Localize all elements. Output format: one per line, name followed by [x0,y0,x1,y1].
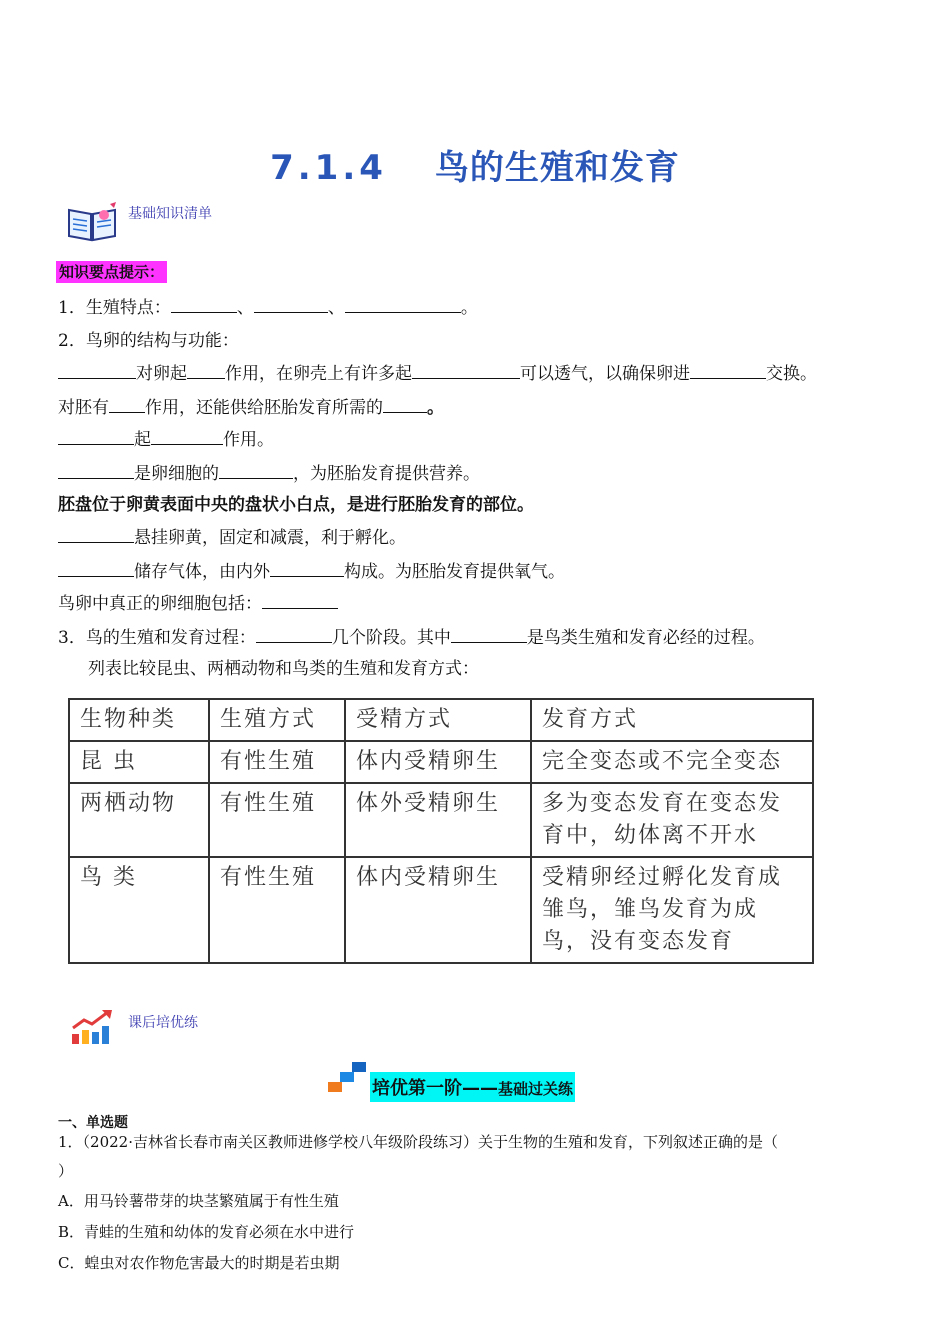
table-cell: 有性生殖 [209,857,345,963]
table-header: 生殖方式 [209,699,345,741]
section-label-practice: 课后培优练 [128,1015,198,1031]
line-germinal-disc: 胚盘位于卵黄表面中央的盘状小白点，是进行胚胎发育的部位。 [58,495,534,515]
table-cell: 有性生殖 [209,741,345,783]
line-reproduction-process: 3．鸟的生殖和发育过程： 几个阶段。其中 是鸟类生殖和发育必经的过程。 [58,628,765,648]
table-cell: 体内受精卵生 [345,741,531,783]
line-shell-membrane: 起 作用。 [58,428,274,451]
line-chalaza: 悬挂卵黄，固定和减震，利于孵化。 [58,526,406,549]
line-egg-cell-includes: 鸟卵中真正的卵细胞包括： [58,592,338,615]
key-points-label: 知识要点提示： [56,261,167,282]
line-compare-intro: 列表比较昆虫、两栖动物和鸟类的生殖和发育方式： [88,659,479,679]
table-cell: 完全变态或不完全变态 [531,741,813,783]
growth-chart-icon [70,1008,114,1046]
table-cell: 体外受精卵生 [345,783,531,857]
line-yolk: 是卵细胞的 ，为胚胎发育提供营养。 [58,462,480,485]
comparison-table [68,698,814,964]
page-title [0,140,950,189]
table-cell: 两栖动物 [69,783,209,857]
line-eggshell: 对卵起 作用，在卵壳上有许多起 可以透气，以确保卵进 交换。 [58,362,817,385]
table-row [69,783,813,857]
stage-title: 培优第一阶——基础过关练 [370,1072,575,1102]
table-header: 生物种类 [69,699,209,741]
table-header: 发育方式 [531,699,813,741]
table-header: 受精方式 [345,699,531,741]
section-title: 鸟的生殖和发育 [434,148,680,188]
option-a[interactable]: A．用马铃薯带芽的块茎繁殖属于有性生殖 [58,1192,339,1210]
line-reproduction-features: 1．生殖特点： 、 、 。 [58,298,478,318]
section-label-basics: 基础知识清单 [128,206,212,222]
question-1-stem: 1．（2022·吉林省长春市南关区教师进修学校八年级阶段练习）关于生物的生殖和发育，下列叙述正确的是（ [58,1133,778,1151]
table-cell: 鸟 类 [69,857,209,963]
table-cell: 昆 虫 [69,741,209,783]
table-row [69,857,813,963]
stairs-icon [328,1060,370,1094]
line-egg-structure: 2．鸟卵的结构与功能： [58,331,239,351]
option-b[interactable]: B．青蛙的生殖和幼体的发育必须在水中进行 [58,1223,355,1241]
table-cell: 受精卵经过孵化发育成雏鸟，雏鸟发育为成鸟，没有变态发育 [531,857,813,963]
line-albumen-embryo: 对胚有 作用，还能供给胚胎发育所需的 。 [58,398,444,418]
question-1-stem-end: ） [58,1162,74,1180]
option-c[interactable]: C．蝗虫对农作物危害最大的时期是若虫期 [58,1254,340,1272]
table-cell: 体内受精卵生 [345,857,531,963]
line-air-cell: 储存气体，由内外 构成。为胚胎发育提供氧气。 [58,560,565,583]
section-number: 7.1.4 [270,148,387,188]
question-type-heading: 一、单选题 [58,1115,128,1131]
table-cell: 有性生殖 [209,783,345,857]
table-cell: 多为变态发育在变态发育中，幼体离不开水 [531,783,813,857]
book-icon [66,200,118,244]
table-header-row [69,699,813,741]
table-row [69,741,813,783]
